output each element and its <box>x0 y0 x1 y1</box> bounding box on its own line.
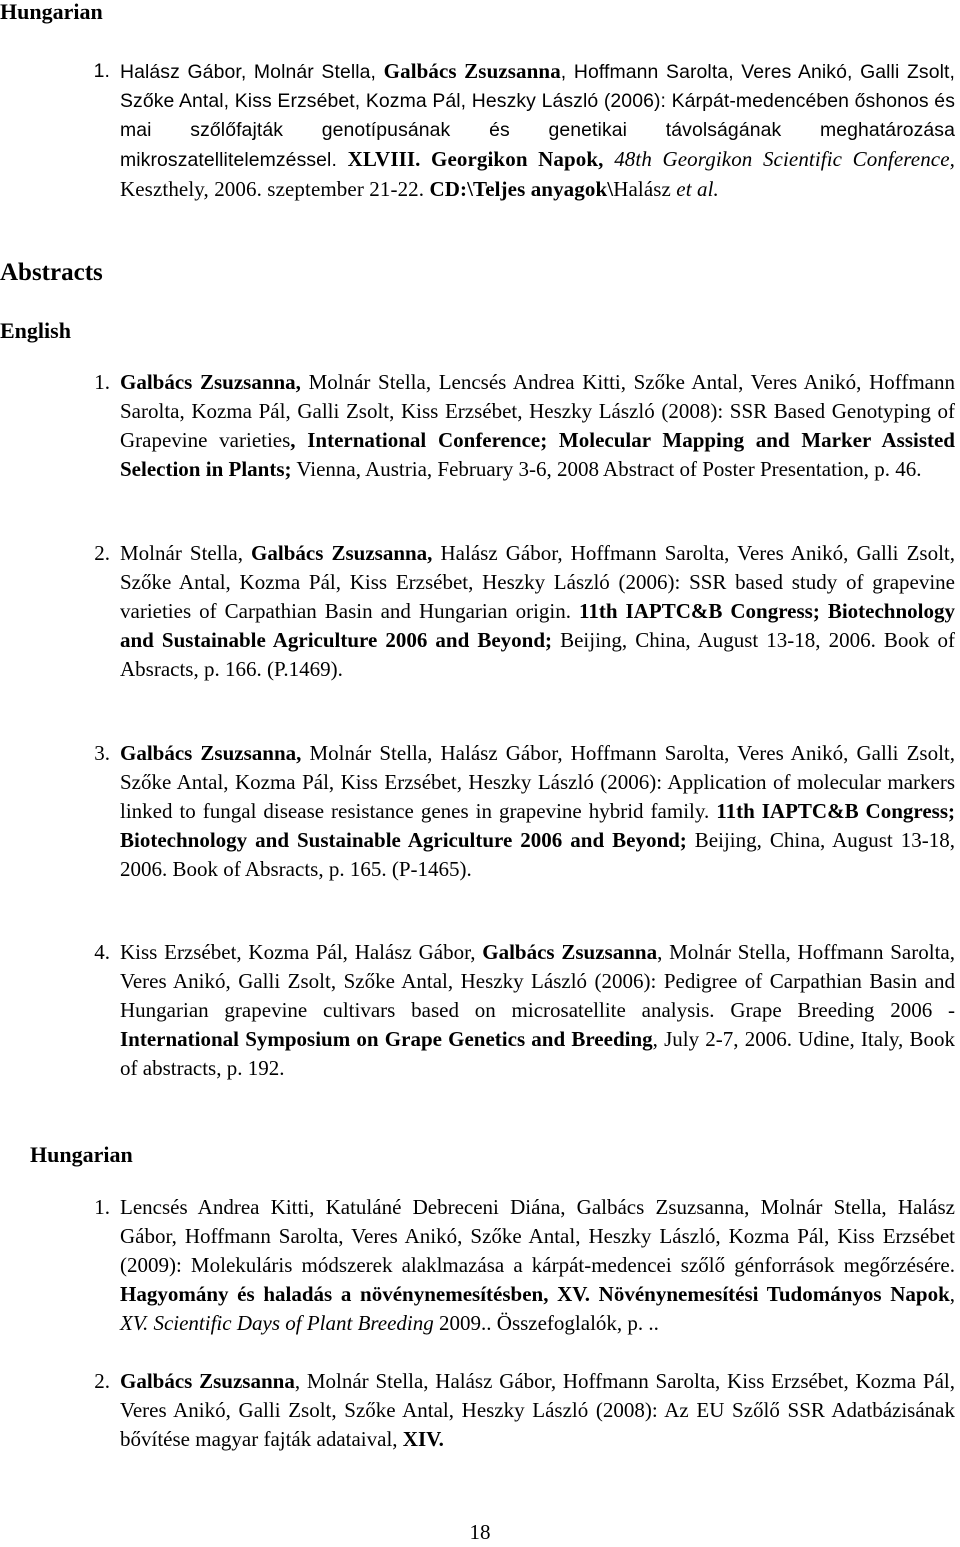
entry-text <box>604 149 615 171</box>
entry-number: 1. <box>93 60 110 82</box>
publication-entry <box>94 368 955 484</box>
conference-name: 11th IAPTC&B Congress; Biotechnology and Sustainable Agriculture 2006 and Beyond; <box>120 799 956 852</box>
publication-entry <box>94 1367 955 1454</box>
entry-number: 2. <box>94 1369 110 1393</box>
entry-text: Halász Gábor, Hoffmann Sarolta, Veres Anikó, Galli Zsolt, Szőke Antal, Kozma Pál, Kiss Erzsébet, Heszky László (2006): SSR based study of grapevine varieties of Carpathian Basin and Hungarian origin. <box>120 541 955 623</box>
section-heading-abstracts: Abstracts <box>0 259 103 286</box>
conference-name: International Symposium on Grape Genetics and Breeding <box>120 1027 653 1051</box>
entry-text: 2009.. Összefoglalók, p. .. <box>433 1311 659 1335</box>
entry-text: , <box>949 1282 955 1306</box>
entry-number: 1. <box>94 370 110 394</box>
page-number: 18 <box>469 1520 491 1544</box>
entry-text: Halász <box>613 177 677 201</box>
conference-name: 11th IAPTC&B Congress; Biotechnology and Sustainable Agriculture 2006 and Beyond; <box>120 599 955 652</box>
entry-text: Vienna, Austria, February 3-6, 2008 Abstract of Poster Presentation, p. 46. <box>291 457 922 481</box>
entry-number: 1. <box>94 1195 110 1219</box>
entry-text: Halász Gábor, Molnár Stella, <box>120 61 384 83</box>
entry-text: Lencsés Andrea Kitti, Katuláné Debreceni Diána, Galbács Zsuzsanna, Molnár Stella, Halász Gábor, Hoffmann Sarolta, Veres Anikó, Szőke Antal, Heszky László, Kozma Pál, Kiss Erzsébet (2009): Molekuláris módszerek alaklmazása a kárpát-medencei szőlő génforrások megőrzésére. <box>120 1195 955 1277</box>
entry-text: , Molnár Stella, Halász Gábor, Hoffmann Sarolta, Kiss Erzsébet, Kozma Pál, Veres Anikó, Galli Zsolt, Szőke Antal, Heszky László (2008): Az EU Szőlő SSR Adatbázisának bővítése magyar fajták adataival, <box>120 1369 955 1451</box>
entry-text: Molnár Stella, <box>120 541 252 565</box>
entry-text: Kiss Erzsébet, Kozma Pál, Halász Gábor, <box>120 940 483 964</box>
entry-text: , July 2-7, 2006. Udine, Italy, Book of abstracts, p. 192. <box>120 1027 955 1080</box>
entry-number: 3. <box>94 741 110 765</box>
entry-number: 4. <box>94 940 110 964</box>
entry-text: Beijing, China, August 13-18, 2006. Book of Absracts, p. 166. (P.1469). <box>120 628 955 681</box>
section-heading-english: English <box>0 318 71 343</box>
et-al: et al. <box>676 177 719 201</box>
entry-text: Beijing, China, August 13-18, 2006. Book of Absracts, p. 165. (P-1465). <box>120 828 955 881</box>
publication-entry <box>94 739 956 884</box>
entry-number: 2. <box>94 541 110 565</box>
section-heading-hungarian: Hungarian <box>0 0 103 24</box>
entry-text: Molnár Stella, Lencsés Andrea Kitti, Szőke Antal, Veres Anikó, Hoffmann Sarolta, Kozma Pál, Galli Zsolt, Kiss Erzsébet, Heszky László (2008): SSR Based Genotyping of Grapevine varieties <box>120 370 955 452</box>
conference-subtitle: XV. Scientific Days of Plant Breeding <box>120 1311 434 1335</box>
author-highlight: Galbács Zsuzsanna, <box>251 541 433 565</box>
author-highlight: Galbács Zsuzsanna, <box>120 741 302 765</box>
cd-path: CD:\Teljes anyagok\ <box>429 177 614 201</box>
conference-name: , International Conference; Molecular Mapping and Marker Assisted Selection in Plants; <box>120 428 955 481</box>
author-highlight: Galbács Zsuzsanna, <box>120 370 301 394</box>
conference-name: XLVIII. Georgikon Napok, <box>347 147 604 171</box>
publication-entry <box>94 1193 955 1338</box>
author-highlight: Galbács Zsuzsanna <box>383 59 561 83</box>
conference-name: Hagyomány és haladás a növénynemesítésben, XV. Növénynemesítési Tudományos Napok <box>120 1282 950 1306</box>
conference-subtitle: 48th Georgikon Scientific Conference, <box>614 147 955 171</box>
author-highlight: Galbács Zsuzsanna <box>482 940 658 964</box>
section-heading-hungarian: Hungarian <box>30 1142 133 1167</box>
author-highlight: Galbács Zsuzsanna <box>120 1369 295 1393</box>
publication-entry <box>94 539 955 684</box>
publication-entry <box>93 57 955 205</box>
entry-text: Keszthely, 2006. szeptember 21-22. <box>120 177 430 201</box>
publication-entry <box>94 938 955 1083</box>
entry-text: , Molnár Stella, Hoffmann Sarolta, Veres Anikó, Galli Zsolt, Szőke Antal, Heszky László (2006): Pedigree of Carpathian Basin and Hungarian grapevine cultivars based on microsatellite analysis. Grape Breeding 2006 - <box>120 940 955 1022</box>
entry-text: , Hoffmann Sarolta, Veres Anikó, Galli Zsolt, Szőke Antal, Kiss Erzsébet, Kozma Pál, Heszky László (2006): Kárpát-medencében őshonos és mai szőlőfajták genotípusának és genetikai távolságának meghatározása mikroszatellitelemzéssel. <box>120 61 955 171</box>
conference-name: XIV. <box>402 1427 444 1451</box>
entry-text: Molnár Stella, Halász Gábor, Hoffmann Sarolta, Veres Anikó, Galli Zsolt, Szőke Antal, Kozma Pál, Kiss Erzsébet, Heszky László (2006): Application of molecular markers linked to fungal disease resistance genes in grapevine hybrid family. <box>120 741 955 823</box>
